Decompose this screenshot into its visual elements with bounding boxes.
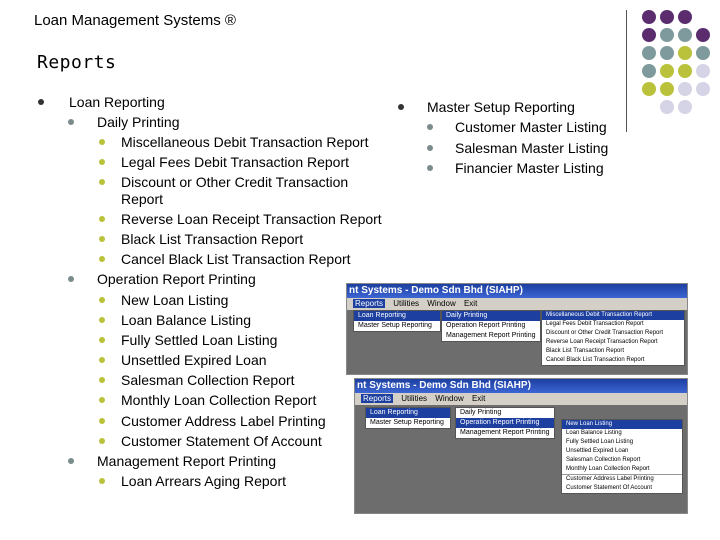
bullet-icon bbox=[427, 124, 433, 130]
bullet-icon bbox=[68, 276, 74, 282]
menu-utilities[interactable]: Utilities bbox=[393, 299, 420, 308]
dropdown-reports bbox=[365, 407, 451, 429]
menu-exit[interactable]: Exit bbox=[471, 394, 486, 403]
bullet-icon bbox=[427, 145, 433, 151]
menu-bar bbox=[347, 298, 687, 310]
menu-item[interactable]: Daily Printing bbox=[442, 311, 540, 321]
bullet-icon bbox=[99, 357, 105, 363]
list-item: Loan Balance Listing bbox=[121, 312, 251, 328]
bullet-icon bbox=[99, 317, 105, 323]
list-item: Miscellaneous Debit Transaction Report bbox=[121, 134, 369, 150]
menu-item[interactable]: Loan Balance Listing bbox=[566, 430, 622, 436]
dropdown-loan-reporting bbox=[455, 407, 555, 439]
dropdown-loan-reporting bbox=[441, 310, 541, 342]
bullet-icon bbox=[99, 139, 105, 145]
list-item: Customer Statement Of Account bbox=[121, 433, 322, 449]
bullet-icon bbox=[68, 458, 74, 464]
menu-bar bbox=[355, 393, 687, 405]
menu-reports[interactable]: Reports bbox=[355, 299, 384, 308]
menu-reports[interactable]: Reports bbox=[363, 394, 392, 403]
app-title: Loan Management Systems ® bbox=[34, 12, 236, 29]
list-item-loan-reporting: Loan Reporting bbox=[69, 94, 165, 110]
window-title: nt Systems - Demo Sdn Bhd (SIAHP) bbox=[355, 379, 687, 393]
menu-item[interactable]: Master Setup Reporting bbox=[358, 322, 432, 329]
divider-line bbox=[626, 10, 627, 132]
menu-item[interactable]: Operation Report Printing bbox=[446, 322, 526, 329]
bullet-icon bbox=[99, 418, 105, 424]
bullet-icon bbox=[99, 337, 105, 343]
screenshot-daily-printing bbox=[346, 283, 688, 375]
menu-item[interactable]: Cancel Black List Transaction Report bbox=[546, 357, 645, 363]
menu-item[interactable]: Loan Reporting bbox=[354, 311, 440, 321]
menu-item[interactable]: Unsettled Expired Loan bbox=[566, 448, 629, 454]
menu-window[interactable]: Window bbox=[427, 299, 456, 308]
menu-item[interactable]: Management Report Printing bbox=[446, 332, 536, 339]
list-item-operation-printing: Operation Report Printing bbox=[97, 271, 256, 287]
dropdown-daily-printing bbox=[541, 310, 685, 366]
list-item: Discount or Other Credit Transaction bbox=[121, 174, 349, 190]
bullet-icon bbox=[99, 256, 105, 262]
bullet-icon bbox=[99, 438, 105, 444]
menu-item[interactable]: Discount or Other Credit Transaction Report bbox=[546, 330, 664, 336]
dropdown-operation-printing bbox=[561, 419, 683, 494]
page-title: Reports bbox=[37, 52, 117, 73]
list-item-daily-printing: Daily Printing bbox=[97, 114, 180, 130]
bullet-icon bbox=[99, 179, 105, 185]
bullet-icon bbox=[99, 297, 105, 303]
list-item: Customer Master Listing bbox=[455, 119, 607, 135]
list-item: Legal Fees Debit Transaction Report bbox=[121, 154, 350, 170]
bullet-icon bbox=[99, 397, 105, 403]
list-item-continuation: Report bbox=[121, 191, 164, 207]
decorative-dot-grid bbox=[640, 10, 716, 120]
menu-item[interactable]: Customer Address Label Printing bbox=[562, 474, 682, 484]
bullet-icon bbox=[99, 159, 105, 165]
dropdown-reports bbox=[353, 310, 441, 332]
menu-item[interactable]: Miscellaneous Debit Transaction Report bbox=[542, 311, 684, 320]
screenshot-operation-printing bbox=[354, 378, 688, 514]
bullet-icon bbox=[38, 99, 44, 105]
bullet-icon bbox=[99, 377, 105, 383]
list-item: Black List Transaction Report bbox=[121, 231, 304, 247]
menu-item[interactable]: Master Setup Reporting bbox=[370, 419, 444, 426]
bullet-icon bbox=[427, 165, 433, 171]
list-item: Salesman Master Listing bbox=[455, 140, 609, 156]
menu-item[interactable]: Legal Fees Debit Transaction Report bbox=[546, 321, 644, 327]
list-item: Monthly Loan Collection Report bbox=[121, 392, 317, 408]
list-item: Customer Address Label Printing bbox=[121, 413, 326, 429]
list-item: Reverse Loan Receipt Transaction Report bbox=[121, 211, 382, 227]
bullet-icon bbox=[68, 119, 74, 125]
list-item-master-setup: Master Setup Reporting bbox=[427, 99, 575, 115]
menu-window[interactable]: Window bbox=[435, 394, 464, 403]
menu-item[interactable]: Salesman Collection Report bbox=[566, 457, 641, 463]
menu-item[interactable]: Fully Settled Loan Listing bbox=[566, 439, 634, 445]
bullet-icon bbox=[398, 104, 404, 110]
menu-item[interactable]: New Loan Listing bbox=[562, 420, 682, 429]
menu-item[interactable]: Loan Reporting bbox=[366, 408, 450, 418]
menu-item[interactable]: Customer Statement Of Account bbox=[566, 485, 653, 491]
list-item-management-printing: Management Report Printing bbox=[97, 453, 276, 469]
list-item: Cancel Black List Transaction Report bbox=[121, 251, 351, 267]
bullet-icon bbox=[99, 478, 105, 484]
list-item: Salesman Collection Report bbox=[121, 372, 295, 388]
list-item: Loan Arrears Aging Report bbox=[121, 473, 286, 489]
window-title: nt Systems - Demo Sdn Bhd (SIAHP) bbox=[347, 284, 687, 298]
menu-item[interactable]: Monthly Loan Collection Report bbox=[566, 466, 650, 472]
list-item: Financier Master Listing bbox=[455, 160, 604, 176]
bullet-icon bbox=[99, 216, 105, 222]
menu-item[interactable]: Daily Printing bbox=[460, 409, 502, 416]
menu-item[interactable]: Management Report Printing bbox=[460, 429, 550, 436]
menu-item[interactable]: Reverse Loan Receipt Transaction Report bbox=[546, 339, 658, 345]
bullet-icon bbox=[99, 236, 105, 242]
menu-exit[interactable]: Exit bbox=[463, 299, 478, 308]
menu-item[interactable]: Operation Report Printing bbox=[456, 418, 554, 428]
list-item: Unsettled Expired Loan bbox=[121, 352, 267, 368]
menu-utilities[interactable]: Utilities bbox=[401, 394, 428, 403]
menu-item[interactable]: Black List Transaction Report bbox=[546, 348, 625, 354]
list-item: Fully Settled Loan Listing bbox=[121, 332, 278, 348]
list-item: New Loan Listing bbox=[121, 292, 229, 308]
